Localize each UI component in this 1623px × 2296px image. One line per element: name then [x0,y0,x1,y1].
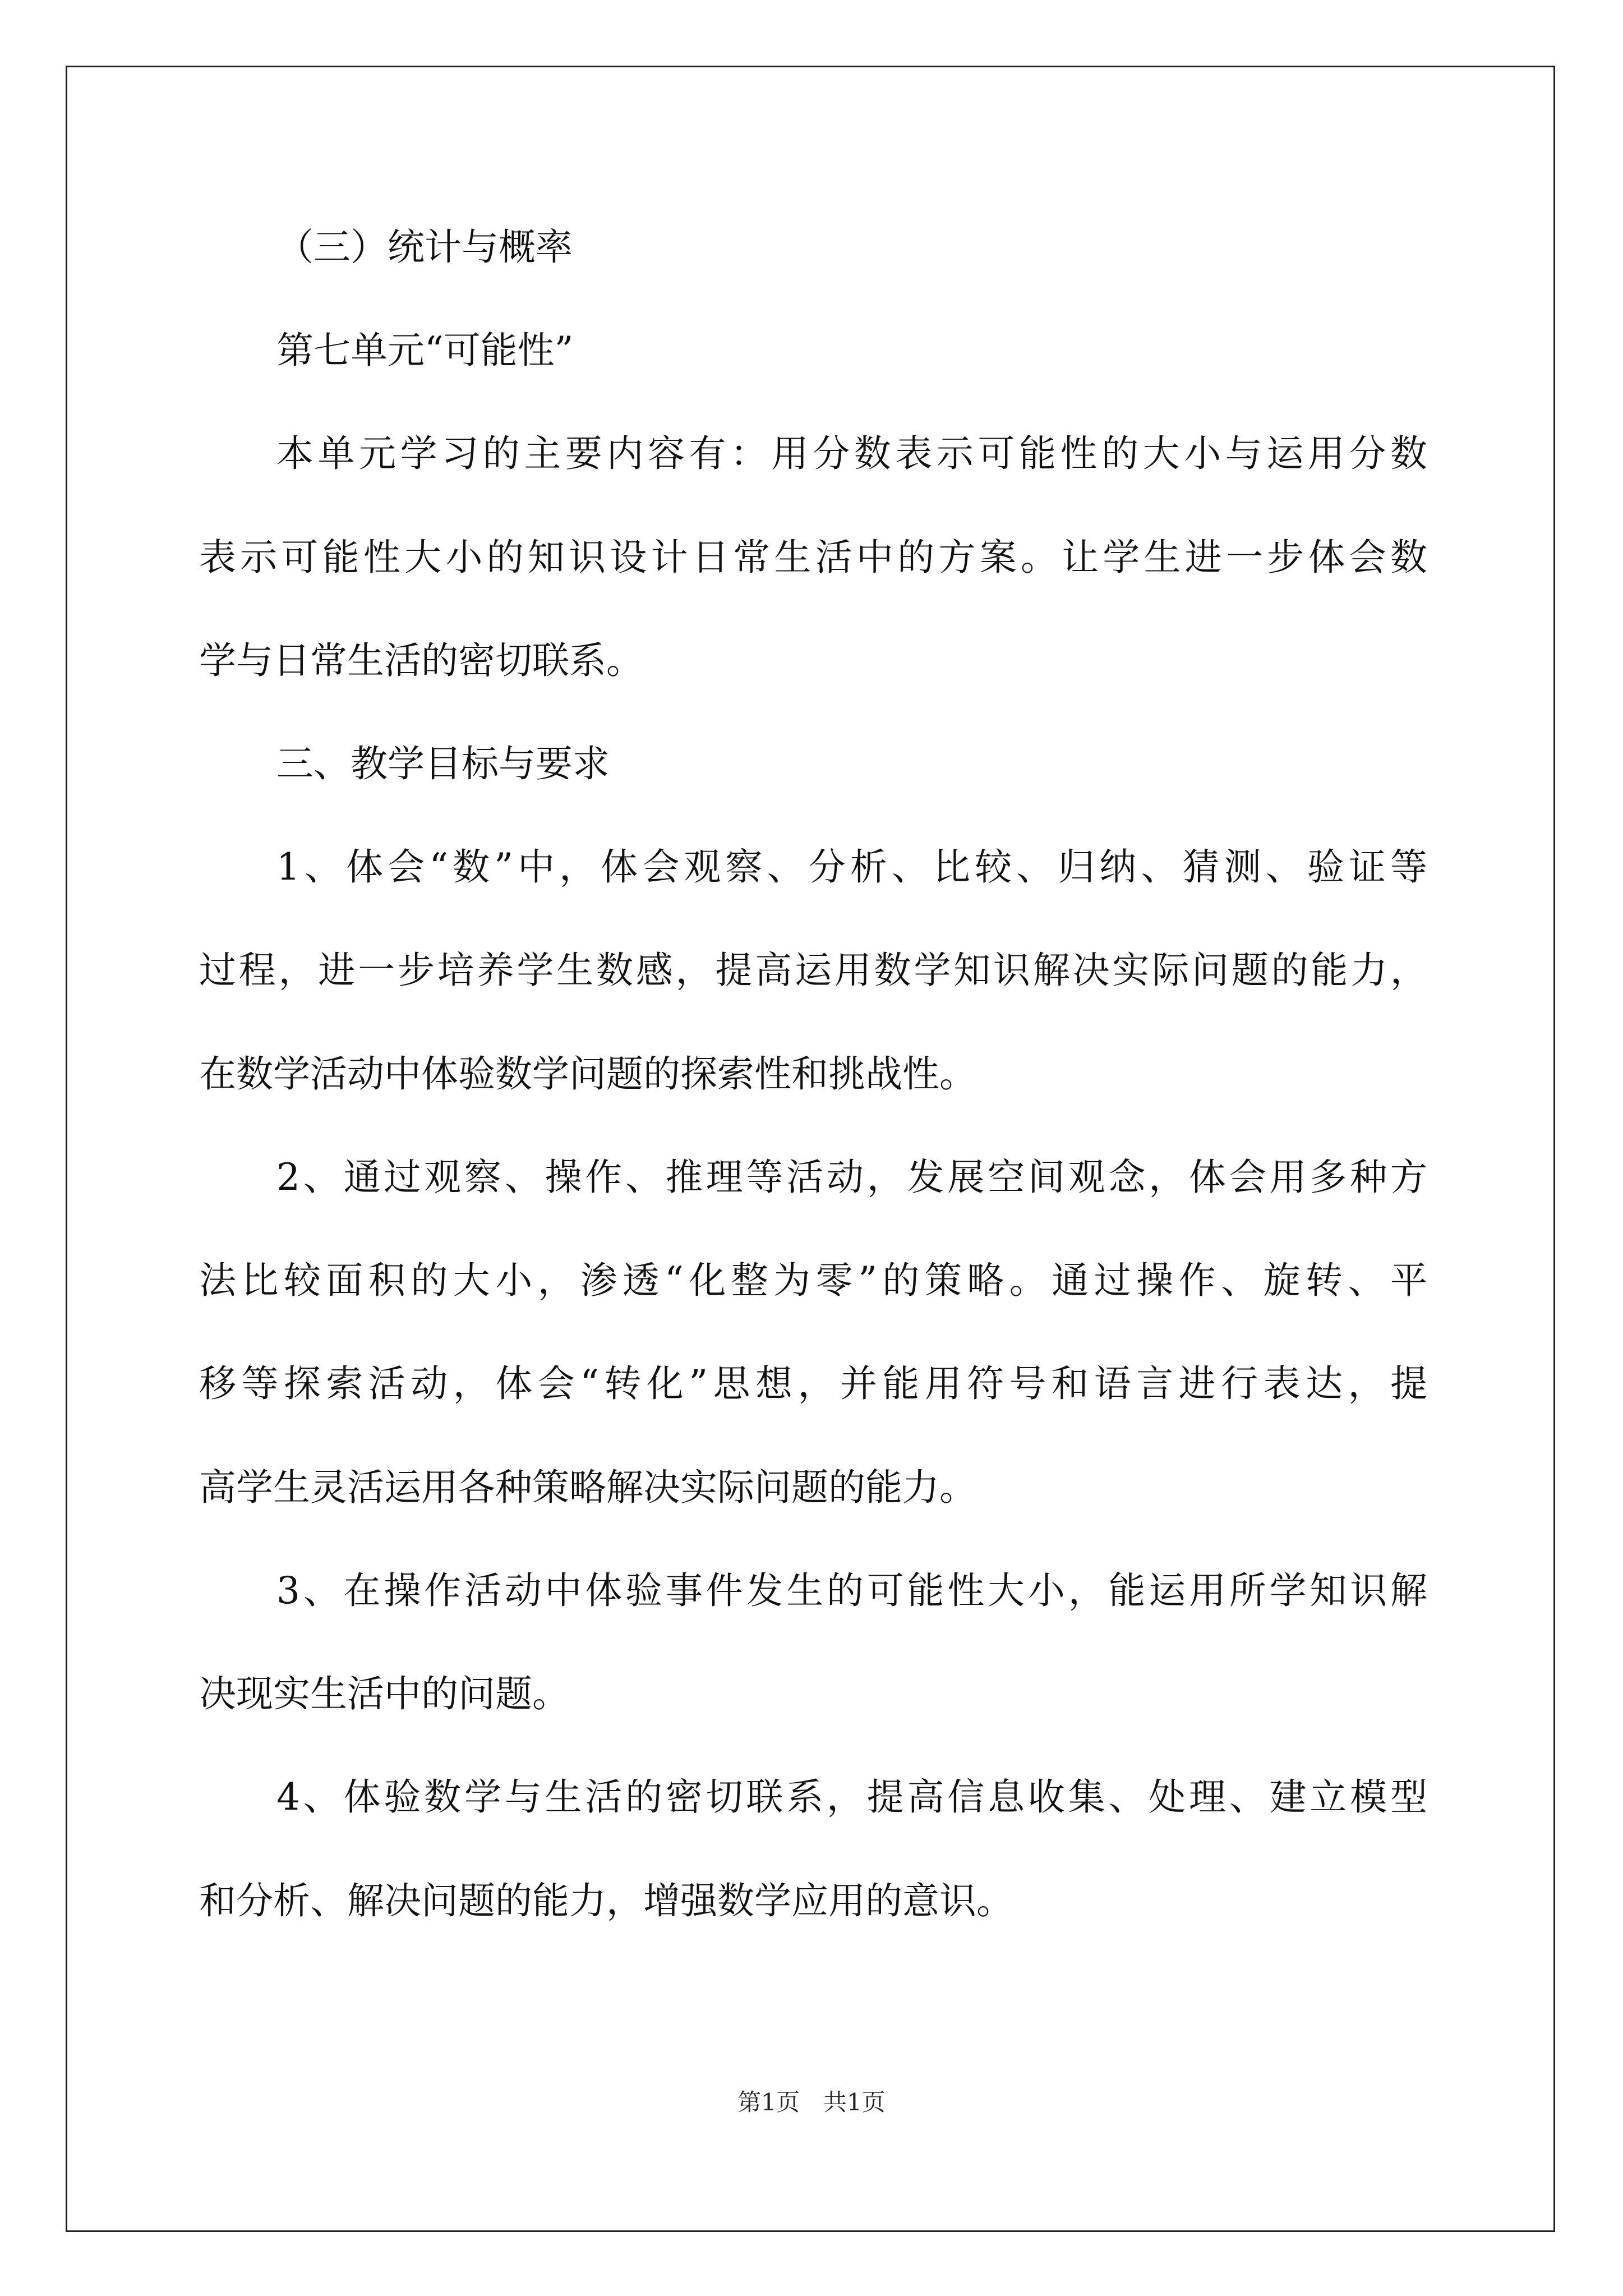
paragraph-line: 3、在操作活动中体验事件发生的可能性大小，能运用所学知识解 [276,1569,1427,1612]
paragraph-line: 在数学活动中体验数学问题的探索性和挑战性。 [199,1052,976,1096]
paragraph-line: 高学生灵活运用各种策略解决实际问题的能力。 [199,1466,976,1509]
paragraph-line: 本单元学习的主要内容有：用分数表示可能性的大小与运用分数 [276,432,1427,475]
paragraph-line: 4、体验数学与生活的密切联系，提高信息收集、处理、建立模型 [276,1775,1427,1819]
page-number-footer: 第1页 共1页 [737,2088,886,2116]
section-heading-statistics: （三）统计与概率 [276,226,573,269]
paragraph-line: 学与日常生活的密切联系。 [199,639,643,682]
unit-title: 第七单元“可能性” [276,329,574,372]
paragraph-line: 法比较面积的大小，渗透“化整为零”的策略。通过操作、旋转、平 [199,1259,1427,1302]
paragraph-line: 移等探索活动，体会“转化”思想，并能用符号和语言进行表达，提 [199,1362,1427,1405]
paragraph-line: 过程，进一步培养学生数感，提高运用数学知识解决实际问题的能力， [199,949,1427,992]
paragraph-line: 表示可能性大小的知识设计日常生活中的方案。让学生进一步体会数 [199,536,1427,579]
paragraph-line: 2、通过观察、操作、推理等活动，发展空间观念，体会用多种方 [276,1156,1427,1199]
paragraph-line: 和分析、解决问题的能力，增强数学应用的意识。 [199,1879,1013,1922]
paragraph-line: 决现实生活中的问题。 [199,1672,569,1715]
paragraph-line: 1、体会“数”中，体会观察、分析、比较、归纳、猜测、验证等 [276,845,1427,889]
section-heading-objectives: 三、教学目标与要求 [276,742,610,785]
